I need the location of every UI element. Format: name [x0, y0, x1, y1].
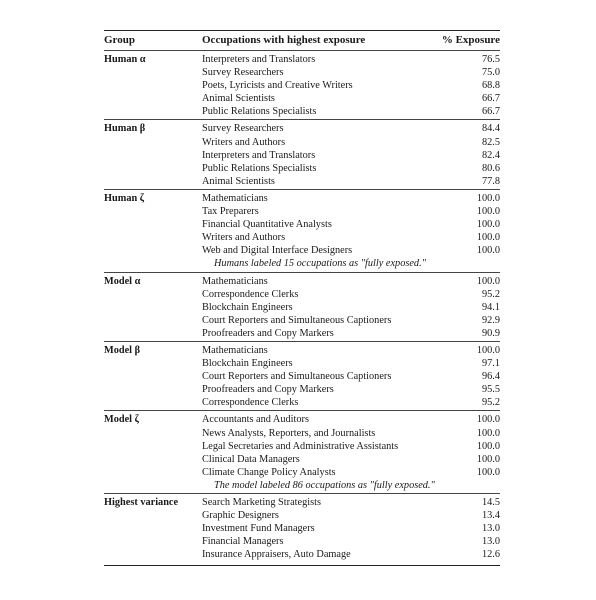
group-label — [104, 105, 202, 118]
table-row — [104, 357, 500, 370]
group-label: Model α — [104, 275, 141, 287]
occupation-cell: Blockchain Engineers — [202, 301, 293, 313]
group-label: Highest variance — [104, 497, 179, 508]
table-body — [104, 50, 500, 562]
table-row — [104, 149, 500, 162]
exposure-cell: 100.0 — [476, 192, 500, 204]
exposure-cell: 100.0 — [476, 219, 500, 231]
occupation-cell: Public Relations Specialists — [202, 106, 317, 118]
exposure-cell: 100.0 — [476, 466, 500, 478]
exposure-cell: 100.0 — [476, 344, 500, 356]
table-row — [104, 244, 500, 257]
table-row — [104, 314, 500, 327]
exposure-cell: 100.0 — [476, 427, 500, 439]
occupation-cell: Mathematicians — [202, 275, 268, 287]
exposure-cell: 76.5 — [481, 54, 500, 65]
occupation-cell: Public Relations Specialists — [202, 162, 317, 174]
table-row — [104, 136, 500, 149]
table-row — [104, 275, 500, 288]
exposure-cell: 68.8 — [481, 80, 500, 92]
group-label: Model β — [104, 344, 141, 356]
exposure-cell: 100.0 — [476, 440, 500, 452]
occupation-cell: Survey Researchers — [202, 123, 284, 135]
group-label: Model ζ — [104, 414, 139, 426]
group-label — [104, 244, 202, 257]
group-label — [104, 218, 202, 231]
table-row — [104, 535, 500, 548]
occupation-cell: Poets, Lyricists and Creative Writers — [202, 80, 353, 92]
group-label — [104, 440, 202, 453]
group-note: The model labeled 86 occupations as "fully exposed." — [214, 479, 435, 491]
table-row — [104, 413, 500, 426]
exposure-cell: 95.5 — [481, 384, 500, 396]
table-row — [104, 453, 500, 466]
table-row — [104, 231, 500, 244]
table-row — [104, 327, 500, 340]
exposure-cell: 66.7 — [481, 106, 500, 118]
header-exposure: % Exposure — [441, 34, 500, 46]
group-label: Human β — [104, 123, 146, 135]
table-row — [104, 66, 500, 79]
table-row — [104, 122, 500, 135]
group-label — [104, 175, 202, 188]
table-row — [104, 79, 500, 92]
exposure-cell: 82.4 — [481, 149, 500, 161]
exposure-cell: 66.7 — [481, 93, 500, 105]
occupation-cell: Animal Scientists — [202, 93, 275, 105]
occupation-cell: Insurance Appraisers, Auto Damage — [202, 549, 351, 561]
group-note: Humans labeled 15 occupations as "fully exposed." — [214, 258, 426, 270]
occupation-cell: Web and Digital Interface Designers — [202, 245, 353, 257]
group-label — [104, 231, 202, 244]
exposure-cell: 100.0 — [476, 245, 500, 257]
occupation-cell: Mathematicians — [202, 344, 268, 356]
occupation-cell: Legal Secretaries and Administrative Assistants — [202, 440, 399, 452]
exposure-cell: 100.0 — [476, 414, 500, 426]
group-label — [104, 453, 202, 466]
group-block — [104, 120, 500, 188]
group-label: Human ζ — [104, 192, 145, 204]
exposure-cell: 94.1 — [481, 301, 500, 313]
group-label — [104, 509, 202, 522]
group-label — [104, 162, 202, 175]
table-row — [104, 205, 500, 218]
occupation-cell: Writers and Authors — [202, 232, 286, 244]
header-occupations: Occupations with highest exposure — [202, 34, 366, 46]
group-block — [104, 342, 500, 410]
exposure-cell: 14.5 — [481, 497, 500, 508]
table-row — [104, 466, 500, 479]
occupation-cell: Search Marketing Strategists — [202, 497, 321, 508]
table-row — [104, 427, 500, 440]
occupation-cell: Graphic Designers — [202, 510, 279, 522]
occupation-cell: Court Reporters and Simultaneous Captioners — [202, 314, 392, 326]
exposure-cell: 82.5 — [481, 136, 500, 148]
exposure-cell: 80.6 — [481, 162, 500, 174]
group-label — [104, 314, 202, 327]
exposure-cell: 100.0 — [476, 206, 500, 218]
occupation-cell: Investment Fund Managers — [202, 523, 315, 535]
occupation-cell: Financial Quantitative Analysts — [202, 219, 332, 231]
table-row — [104, 288, 500, 301]
table-row — [104, 383, 500, 396]
exposure-table — [104, 30, 500, 566]
exposure-cell: 13.0 — [481, 536, 500, 548]
occupation-cell: Tax Preparers — [202, 206, 259, 218]
exposure-cell: 13.0 — [481, 523, 500, 535]
group-block — [104, 411, 500, 493]
table-row — [104, 92, 500, 105]
table-row — [104, 301, 500, 314]
occupation-cell: Writers and Authors — [202, 136, 286, 148]
occupation-cell: Court Reporters and Simultaneous Captioners — [202, 371, 392, 383]
table-row — [104, 509, 500, 522]
table-row — [104, 496, 500, 509]
occupation-cell: Financial Managers — [202, 536, 284, 548]
group-block — [104, 494, 500, 562]
group-label — [104, 535, 202, 548]
group-label: Human α — [104, 54, 146, 65]
exposure-cell: 13.4 — [481, 510, 500, 522]
occupation-cell: Interpreters and Translators — [202, 54, 316, 65]
group-label — [104, 427, 202, 440]
group-label — [104, 327, 202, 340]
group-label — [104, 136, 202, 149]
occupation-cell: Survey Researchers — [202, 67, 284, 79]
group-label — [104, 149, 202, 162]
occupation-cell: Correspondence Clerks — [202, 397, 299, 409]
group-label — [104, 288, 202, 301]
table-row — [104, 53, 500, 66]
group-label — [104, 522, 202, 535]
header-group: Group — [104, 34, 135, 46]
group-label — [104, 92, 202, 105]
table-row — [104, 105, 500, 118]
table-row — [104, 396, 500, 409]
exposure-cell: 95.2 — [481, 397, 500, 409]
occupation-cell: Mathematicians — [202, 192, 268, 204]
group-label — [104, 396, 202, 409]
exposure-cell: 96.4 — [481, 371, 500, 383]
occupation-cell: Climate Change Policy Analysts — [202, 466, 336, 478]
table-row — [104, 162, 500, 175]
group-label — [104, 301, 202, 314]
exposure-cell: 90.9 — [481, 327, 500, 339]
exposure-cell: 75.0 — [481, 67, 500, 79]
occupation-cell: Animal Scientists — [202, 175, 275, 187]
occupation-cell: Correspondence Clerks — [202, 288, 299, 300]
group-label — [104, 548, 202, 561]
group-block — [104, 273, 500, 341]
occupation-cell: Accountants and Auditors — [202, 414, 309, 426]
table-row — [104, 522, 500, 535]
group-label — [104, 205, 202, 218]
exposure-cell: 95.2 — [481, 288, 500, 300]
table-row — [104, 440, 500, 453]
table-row — [104, 548, 500, 561]
group-block — [104, 51, 500, 119]
group-label — [104, 466, 202, 479]
group-label — [104, 370, 202, 383]
group-block — [104, 190, 500, 272]
group-label — [104, 383, 202, 396]
occupation-cell: Blockchain Engineers — [202, 358, 293, 370]
exposure-cell: 77.8 — [481, 175, 500, 187]
exposure-cell: 100.0 — [476, 453, 500, 465]
group-label — [104, 357, 202, 370]
table-row — [104, 370, 500, 383]
occupation-cell: Proofreaders and Copy Markers — [202, 327, 334, 339]
group-label — [104, 66, 202, 79]
table-row — [104, 218, 500, 231]
bottom-rule — [104, 565, 500, 566]
exposure-cell: 100.0 — [476, 232, 500, 244]
table-header — [104, 31, 500, 50]
exposure-cell: 92.9 — [481, 314, 500, 326]
occupation-cell: News Analysts, Reporters, and Journalists — [202, 427, 376, 439]
occupation-cell: Clinical Data Managers — [202, 453, 300, 465]
table-row — [104, 192, 500, 205]
occupation-cell: Proofreaders and Copy Markers — [202, 384, 334, 396]
group-label — [104, 79, 202, 92]
exposure-cell: 97.1 — [481, 358, 500, 370]
exposure-cell: 100.0 — [476, 275, 500, 287]
exposure-cell: 84.4 — [481, 123, 500, 135]
occupation-cell: Interpreters and Translators — [202, 149, 316, 161]
exposure-cell: 12.6 — [481, 549, 500, 561]
table-row — [104, 175, 500, 188]
table-row — [104, 344, 500, 357]
